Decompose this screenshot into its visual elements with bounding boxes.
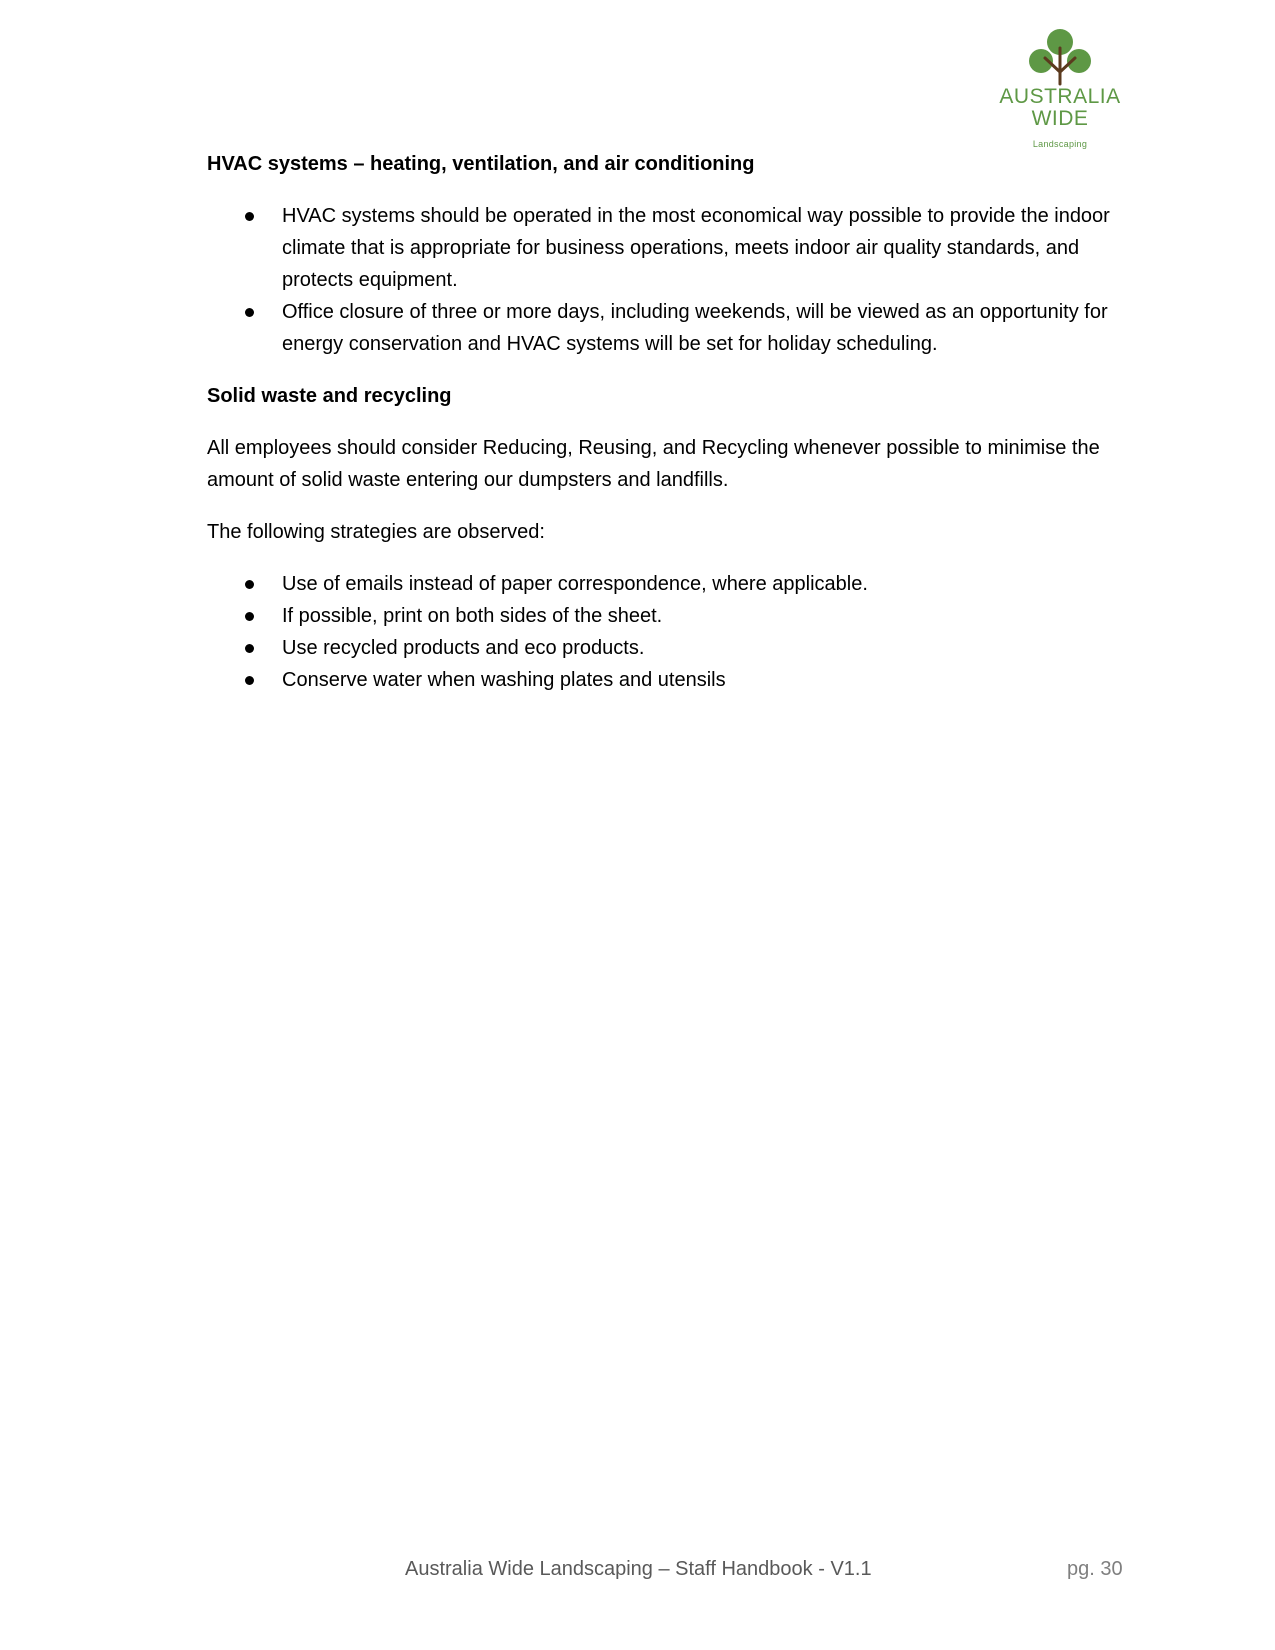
bullet-icon (245, 612, 254, 621)
page-content (207, 148, 1127, 716)
page-number: pg. 30 (1067, 1558, 1123, 1580)
list-item (207, 664, 1127, 696)
bullet-icon (245, 580, 254, 589)
bullet-icon (245, 644, 254, 653)
list-item (207, 632, 1127, 664)
strategies-intro: The following strategies are observed: (207, 521, 545, 543)
list-item-text: Use recycled products and eco products. (282, 637, 645, 659)
list-item-text: If possible, print on both sides of the sheet. (282, 605, 663, 627)
bullet-icon (245, 212, 254, 221)
bullet-icon (245, 676, 254, 685)
bullet-icon (245, 308, 254, 317)
list-item (207, 200, 1127, 296)
hvac-bullet-list (207, 200, 1127, 360)
list-item-text: Office closure of three or more days, including weekends, will be viewed as an opportunity for energy conservation and HVAC systems will be set for holiday scheduling. (282, 301, 1108, 355)
waste-heading: Solid waste and recycling (207, 385, 452, 407)
list-item (207, 600, 1127, 632)
footer-title: Australia Wide Landscaping – Staff Handbook - V1.1 (405, 1558, 872, 1580)
logo-text-line1: AUSTRALIA (999, 85, 1121, 108)
list-item-text: HVAC systems should be operated in the most economical way possible to provide the indoor climate that is appropriate for business operations, meets indoor air quality standards, and protects equipment. (282, 205, 1110, 291)
waste-paragraph: All employees should consider Reducing, Reusing, and Recycling whenever possible to minimise the amount of solid waste entering our dumpsters and landfills. (207, 437, 1100, 491)
list-item-text: Use of emails instead of paper correspondence, where applicable. (282, 573, 868, 595)
list-item-text: Conserve water when washing plates and utensils (282, 669, 726, 691)
waste-bullet-list (207, 568, 1127, 696)
list-item (207, 568, 1127, 600)
tree-icon (1025, 28, 1095, 86)
hvac-heading: HVAC systems – heating, ventilation, and air conditioning (207, 153, 755, 175)
list-item (207, 296, 1127, 360)
logo-tagline: Landscaping (1032, 139, 1088, 149)
logo-text-line2: WIDE (1031, 107, 1089, 130)
company-logo (990, 28, 1130, 150)
